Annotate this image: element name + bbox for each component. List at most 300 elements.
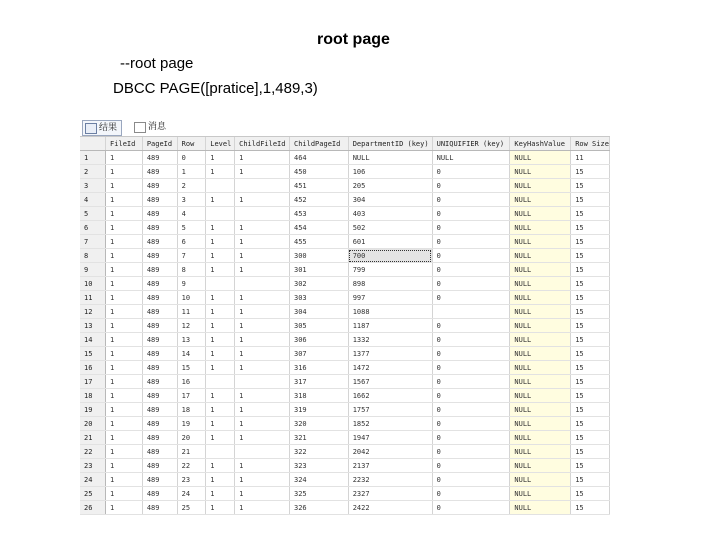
row-number[interactable]: 23 [80,459,106,473]
grid-cell[interactable]: 489 [142,193,177,207]
grid-cell[interactable]: 0 [432,501,510,515]
grid-cell[interactable]: 455 [289,235,348,249]
table-row[interactable] [80,277,610,291]
grid-cell[interactable]: 403 [348,207,432,221]
row-number[interactable]: 10 [80,277,106,291]
grid-cell[interactable]: 1 [106,333,143,347]
grid-cell[interactable]: 489 [142,501,177,515]
grid-cell[interactable]: NULL [432,151,510,165]
table-row[interactable] [80,305,610,319]
grid-cell[interactable]: 1 [235,417,290,431]
column-header[interactable]: Row Size [571,137,610,151]
grid-cell[interactable]: 1 [206,361,235,375]
column-header[interactable]: FileId [106,137,143,151]
grid-cell[interactable]: 1 [206,319,235,333]
column-header[interactable]: KeyHashValue [510,137,571,151]
grid-cell[interactable]: 1 [235,263,290,277]
grid-cell[interactable] [206,179,235,193]
grid-cell[interactable]: 325 [289,487,348,501]
grid-cell[interactable]: 1 [206,151,235,165]
grid-cell[interactable] [432,305,510,319]
grid-cell[interactable]: 1 [206,249,235,263]
grid-cell[interactable]: 1662 [348,389,432,403]
table-row[interactable] [80,501,610,515]
grid-cell[interactable]: 489 [142,333,177,347]
grid-cell[interactable]: 15 [571,473,610,487]
grid-cell[interactable]: 17 [177,389,206,403]
row-number[interactable]: 17 [80,375,106,389]
grid-cell[interactable]: NULL [510,319,571,333]
column-header[interactable]: Level [206,137,235,151]
grid-cell[interactable]: 489 [142,207,177,221]
grid-cell[interactable]: 316 [289,361,348,375]
grid-cell[interactable]: 0 [432,375,510,389]
tab-messages[interactable] [132,120,166,134]
grid-cell[interactable]: 454 [289,221,348,235]
grid-cell[interactable]: 1 [106,417,143,431]
row-number[interactable]: 11 [80,291,106,305]
row-number[interactable]: 12 [80,305,106,319]
grid-cell[interactable]: 1088 [348,305,432,319]
grid-cell[interactable]: 489 [142,389,177,403]
grid-cell[interactable]: 1 [106,305,143,319]
table-row[interactable] [80,193,610,207]
grid-cell[interactable]: NULL [510,165,571,179]
grid-cell[interactable]: 1 [235,193,290,207]
grid-cell[interactable]: 15 [571,375,610,389]
grid-cell[interactable]: 1187 [348,319,432,333]
grid-cell[interactable]: 12 [177,319,206,333]
grid-cell[interactable]: 24 [177,487,206,501]
grid-cell[interactable]: 0 [432,459,510,473]
grid-cell[interactable]: 23 [177,473,206,487]
grid-cell[interactable]: NULL [510,305,571,319]
grid-cell[interactable]: 2422 [348,501,432,515]
grid-cell[interactable]: 601 [348,235,432,249]
grid-cell[interactable]: 451 [289,179,348,193]
grid-cell[interactable]: 1 [206,501,235,515]
grid-cell[interactable]: 317 [289,375,348,389]
row-number[interactable]: 2 [80,165,106,179]
grid-cell[interactable] [235,207,290,221]
grid-cell[interactable]: NULL [510,417,571,431]
row-number[interactable]: 18 [80,389,106,403]
grid-cell[interactable]: 489 [142,319,177,333]
table-row[interactable] [80,179,610,193]
grid-cell[interactable]: 1852 [348,417,432,431]
column-header[interactable]: UNIQUIFIER (key) [432,137,510,151]
table-row[interactable] [80,333,610,347]
grid-cell[interactable]: 2327 [348,487,432,501]
grid-cell[interactable]: NULL [510,487,571,501]
table-row[interactable] [80,431,610,445]
grid-cell[interactable]: 1 [206,347,235,361]
grid-cell[interactable]: 304 [289,305,348,319]
grid-cell[interactable]: 0 [432,473,510,487]
grid-cell[interactable]: 0 [432,235,510,249]
grid-cell[interactable]: 3 [177,193,206,207]
grid-cell[interactable]: 453 [289,207,348,221]
table-row[interactable] [80,291,610,305]
grid-cell[interactable]: NULL [510,151,571,165]
grid-cell[interactable]: 1 [206,417,235,431]
row-number[interactable]: 26 [80,501,106,515]
table-row[interactable] [80,207,610,221]
grid-cell[interactable]: 18 [177,403,206,417]
grid-cell[interactable]: 1 [106,473,143,487]
table-row[interactable] [80,417,610,431]
grid-cell[interactable] [206,375,235,389]
grid-cell[interactable]: 15 [571,361,610,375]
grid-cell[interactable]: 15 [571,263,610,277]
grid-cell[interactable]: NULL [510,501,571,515]
grid-cell[interactable]: 1 [106,459,143,473]
grid-cell[interactable]: 898 [348,277,432,291]
grid-cell[interactable]: NULL [510,431,571,445]
grid-cell[interactable]: 1 [106,431,143,445]
table-row[interactable] [80,445,610,459]
grid-cell[interactable]: NULL [510,207,571,221]
grid-cell[interactable]: 11 [571,151,610,165]
grid-cell[interactable]: 319 [289,403,348,417]
grid-cell[interactable]: 489 [142,403,177,417]
grid-cell[interactable]: 1 [106,221,143,235]
grid-cell[interactable]: 306 [289,333,348,347]
grid-cell[interactable]: 489 [142,179,177,193]
grid-cell[interactable]: 1 [206,291,235,305]
column-header[interactable]: DepartmentID (key) [348,137,432,151]
grid-cell[interactable]: 1377 [348,347,432,361]
table-row[interactable] [80,473,610,487]
grid-cell[interactable]: 464 [289,151,348,165]
table-row[interactable] [80,487,610,501]
grid-cell[interactable]: 15 [571,319,610,333]
grid-cell[interactable]: 1 [235,501,290,515]
grid-cell[interactable]: 0 [432,263,510,277]
grid-cell[interactable]: 15 [571,207,610,221]
grid-cell[interactable] [206,207,235,221]
row-number[interactable]: 7 [80,235,106,249]
grid-cell[interactable]: 1 [106,375,143,389]
grid-cell[interactable]: 489 [142,431,177,445]
grid-cell[interactable]: 14 [177,347,206,361]
grid-cell[interactable]: 0 [432,403,510,417]
grid-cell[interactable]: 322 [289,445,348,459]
row-number[interactable]: 20 [80,417,106,431]
grid-cell[interactable]: NULL [510,235,571,249]
grid-cell[interactable]: 13 [177,333,206,347]
grid-cell[interactable]: 1 [235,319,290,333]
grid-cell[interactable]: 1 [235,361,290,375]
grid-cell[interactable]: 10 [177,291,206,305]
grid-cell[interactable]: 301 [289,263,348,277]
grid-cell[interactable]: 11 [177,305,206,319]
grid-cell[interactable]: 1 [106,151,143,165]
grid-cell[interactable]: 2 [177,179,206,193]
grid-cell[interactable]: 1 [235,347,290,361]
table-row[interactable] [80,249,610,263]
grid-cell[interactable]: 1947 [348,431,432,445]
grid-cell[interactable]: 1 [206,235,235,249]
grid-cell[interactable]: NULL [510,179,571,193]
grid-cell[interactable]: 0 [432,277,510,291]
grid-cell[interactable]: 0 [432,249,510,263]
grid-cell[interactable]: 1 [235,403,290,417]
grid-cell[interactable]: 489 [142,151,177,165]
grid-cell[interactable]: 502 [348,221,432,235]
grid-cell[interactable]: 324 [289,473,348,487]
table-row[interactable] [80,389,610,403]
grid-cell[interactable]: 15 [571,445,610,459]
row-number[interactable]: 14 [80,333,106,347]
row-number[interactable]: 8 [80,249,106,263]
grid-cell[interactable]: 489 [142,445,177,459]
grid-cell[interactable]: 320 [289,417,348,431]
grid-cell[interactable]: 15 [571,417,610,431]
grid-cell[interactable]: 318 [289,389,348,403]
grid-cell[interactable]: 15 [571,305,610,319]
grid-cell[interactable]: 2232 [348,473,432,487]
row-number[interactable]: 24 [80,473,106,487]
grid-cell[interactable]: 1 [206,165,235,179]
grid-cell[interactable]: 15 [571,249,610,263]
grid-cell[interactable]: 0 [432,179,510,193]
grid-cell[interactable]: 1 [106,319,143,333]
column-header[interactable]: ChildFileId [235,137,290,151]
grid-cell[interactable]: 16 [177,375,206,389]
grid-cell[interactable]: 15 [571,403,610,417]
grid-cell[interactable]: 1 [206,193,235,207]
grid-cell[interactable]: 1 [106,179,143,193]
grid-cell[interactable]: NULL [510,347,571,361]
grid-cell[interactable]: NULL [510,473,571,487]
grid-cell[interactable]: 1332 [348,333,432,347]
grid-cell[interactable]: NULL [510,193,571,207]
grid-cell[interactable]: 1 [106,277,143,291]
grid-cell[interactable]: NULL [510,221,571,235]
grid-cell[interactable]: 0 [432,291,510,305]
grid-cell[interactable]: 20 [177,431,206,445]
row-number-header[interactable] [80,137,106,151]
grid-cell[interactable]: 15 [571,389,610,403]
grid-cell[interactable]: 1 [106,487,143,501]
grid-cell[interactable] [235,277,290,291]
grid-cell[interactable]: 1 [235,305,290,319]
grid-cell[interactable]: NULL [510,389,571,403]
table-row[interactable] [80,361,610,375]
table-row[interactable] [80,403,610,417]
grid-cell[interactable]: 1 [235,389,290,403]
row-number[interactable]: 4 [80,193,106,207]
grid-cell[interactable]: 15 [571,291,610,305]
grid-cell[interactable]: 15 [571,333,610,347]
grid-cell[interactable]: 0 [432,487,510,501]
grid-cell[interactable]: 7 [177,249,206,263]
grid-cell[interactable]: 489 [142,263,177,277]
grid-cell[interactable]: 0 [432,319,510,333]
grid-cell[interactable]: 2042 [348,445,432,459]
table-row[interactable] [80,347,610,361]
grid-cell[interactable]: 15 [571,501,610,515]
grid-cell[interactable]: 15 [571,193,610,207]
grid-cell[interactable]: NULL [510,333,571,347]
grid-cell[interactable]: 1 [235,473,290,487]
grid-cell[interactable]: 1 [206,221,235,235]
grid-cell[interactable]: 489 [142,291,177,305]
grid-cell[interactable]: 305 [289,319,348,333]
grid-cell[interactable]: NULL [348,151,432,165]
grid-cell[interactable]: 1 [206,263,235,277]
grid-cell[interactable]: 1 [235,249,290,263]
grid-cell[interactable]: 1 [106,361,143,375]
grid-cell[interactable]: NULL [510,403,571,417]
grid-cell[interactable]: NULL [510,291,571,305]
grid-cell[interactable]: 19 [177,417,206,431]
grid-cell[interactable]: 1 [206,403,235,417]
table-row[interactable] [80,459,610,473]
grid-cell[interactable]: 1 [106,389,143,403]
grid-cell[interactable]: 4 [177,207,206,221]
grid-cell[interactable]: 1 [106,445,143,459]
grid-cell[interactable] [235,445,290,459]
grid-cell[interactable]: 15 [571,431,610,445]
row-number[interactable]: 9 [80,263,106,277]
grid-cell[interactable]: 1 [206,431,235,445]
grid-cell[interactable]: 1 [106,193,143,207]
grid-cell[interactable]: 1 [106,235,143,249]
grid-cell[interactable]: 15 [571,165,610,179]
grid-cell[interactable]: 0 [432,165,510,179]
grid-cell[interactable]: 25 [177,501,206,515]
grid-cell[interactable]: 2137 [348,459,432,473]
grid-cell[interactable]: 489 [142,417,177,431]
row-number[interactable]: 1 [80,151,106,165]
grid-cell[interactable]: 0 [177,151,206,165]
row-number[interactable]: 22 [80,445,106,459]
grid-cell[interactable]: NULL [510,249,571,263]
grid-cell[interactable]: 1 [235,459,290,473]
grid-cell[interactable]: 489 [142,235,177,249]
grid-cell[interactable]: 452 [289,193,348,207]
grid-cell[interactable]: 5 [177,221,206,235]
grid-cell[interactable]: 1 [106,207,143,221]
grid-cell[interactable]: 15 [571,347,610,361]
row-number[interactable]: 6 [80,221,106,235]
grid-cell[interactable]: 1 [106,165,143,179]
grid-cell[interactable]: 0 [432,389,510,403]
grid-cell[interactable]: NULL [510,263,571,277]
row-number[interactable]: 16 [80,361,106,375]
grid-cell[interactable]: 1567 [348,375,432,389]
grid-cell[interactable]: 300 [289,249,348,263]
grid-cell[interactable]: 1 [106,249,143,263]
grid-cell[interactable]: 0 [432,417,510,431]
grid-cell[interactable]: 489 [142,361,177,375]
grid-cell[interactable] [235,375,290,389]
grid-cell[interactable]: 15 [571,487,610,501]
grid-cell[interactable]: 489 [142,305,177,319]
grid-cell[interactable]: 997 [348,291,432,305]
grid-cell[interactable]: 323 [289,459,348,473]
grid-cell[interactable]: 0 [432,193,510,207]
grid-cell[interactable]: 1 [235,165,290,179]
grid-cell[interactable]: 0 [432,221,510,235]
row-number[interactable]: 15 [80,347,106,361]
grid-cell[interactable]: 0 [432,445,510,459]
grid-cell[interactable]: 1472 [348,361,432,375]
grid-cell[interactable]: 489 [142,375,177,389]
grid-cell[interactable]: 1 [206,305,235,319]
grid-cell[interactable]: 1 [206,473,235,487]
grid-cell[interactable]: NULL [510,459,571,473]
row-number[interactable]: 25 [80,487,106,501]
grid-cell[interactable]: 1 [106,263,143,277]
grid-cell[interactable]: 8 [177,263,206,277]
table-row[interactable] [80,263,610,277]
grid-cell[interactable]: 489 [142,277,177,291]
grid-cell[interactable]: 0 [432,333,510,347]
grid-cell[interactable]: 0 [432,431,510,445]
grid-cell[interactable]: 489 [142,221,177,235]
grid-cell[interactable]: NULL [510,375,571,389]
grid-cell[interactable]: 1 [106,347,143,361]
grid-cell[interactable]: 0 [432,361,510,375]
grid-cell[interactable]: 15 [571,277,610,291]
grid-cell[interactable]: 106 [348,165,432,179]
grid-cell[interactable] [206,277,235,291]
grid-cell[interactable]: 1757 [348,403,432,417]
grid-cell[interactable]: 799 [348,263,432,277]
grid-cell[interactable]: 1 [235,333,290,347]
grid-cell[interactable]: 489 [142,249,177,263]
grid-cell[interactable]: 1 [206,459,235,473]
table-row[interactable] [80,235,610,249]
grid-cell[interactable]: 1 [235,487,290,501]
grid-cell[interactable]: 1 [106,403,143,417]
grid-cell[interactable]: 304 [348,193,432,207]
grid-cell[interactable]: 1 [177,165,206,179]
grid-cell[interactable]: NULL [510,361,571,375]
grid-cell[interactable]: 302 [289,277,348,291]
table-row[interactable] [80,165,610,179]
grid-cell[interactable]: 489 [142,165,177,179]
column-header[interactable]: ChildPageId [289,137,348,151]
grid-cell[interactable]: 15 [571,179,610,193]
grid-cell[interactable]: 1 [206,333,235,347]
grid-cell[interactable]: 15 [571,235,610,249]
column-header[interactable]: Row [177,137,206,151]
grid-cell[interactable]: 22 [177,459,206,473]
grid-cell[interactable]: 0 [432,347,510,361]
grid-cell[interactable]: 1 [106,291,143,305]
grid-cell[interactable]: 15 [571,221,610,235]
table-row[interactable] [80,151,610,165]
row-number[interactable]: 5 [80,207,106,221]
grid-cell[interactable]: 321 [289,431,348,445]
grid-cell[interactable]: 307 [289,347,348,361]
grid-cell[interactable]: 1 [235,221,290,235]
grid-cell[interactable]: NULL [510,445,571,459]
grid-cell[interactable]: 15 [177,361,206,375]
grid-cell[interactable]: NULL [510,277,571,291]
table-row[interactable] [80,319,610,333]
row-number[interactable]: 13 [80,319,106,333]
grid-cell[interactable]: 1 [235,291,290,305]
grid-cell[interactable]: 1 [235,235,290,249]
column-header[interactable]: PageId [142,137,177,151]
table-row[interactable] [80,221,610,235]
grid-cell[interactable]: 6 [177,235,206,249]
